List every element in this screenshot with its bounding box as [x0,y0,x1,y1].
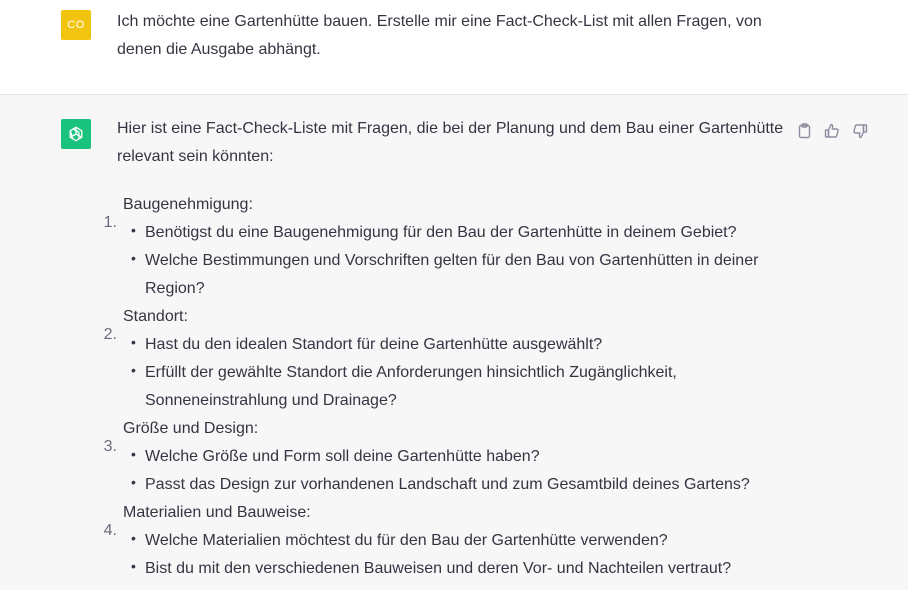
user-message-row [0,0,908,95]
message-actions [796,123,868,139]
topic-number: 4. [103,522,117,539]
user-avatar [61,10,91,40]
assistant-message-row [0,95,908,590]
user-avatar-initials: CO [67,19,85,31]
topic-number: 2. [103,326,117,343]
topic-item [103,303,797,415]
assistant-avatar [61,119,91,149]
user-message-text: Ich möchte eine Gartenhütte bauen. Erstelle mir eine Fact-Check-List mit allen Fragen, von denen die Ausgabe abhängt. [117,13,762,58]
question-item: • Erfüllt der gewählte Standort die Anforderungen hinsichtlich Zugänglichkeit, Sonneneinstrahlung und Drainage? [145,359,797,415]
topic-item [103,415,797,499]
copy-button[interactable] [796,123,812,139]
thumbs-up-icon [824,123,840,139]
topic-number: 1. [103,214,117,231]
question-list [123,527,797,583]
question-item: • Welche Materialien möchtest du für den Bau der Gartenhütte verwenden? [145,527,797,555]
clipboard-icon [797,123,812,139]
topic-title: Materialien und Bauweise: [123,504,311,521]
question-item: • Welche Größe und Form soll deine Gartenhütte haben? [145,443,797,471]
topic-title: Baugenehmigung: [123,196,253,213]
question-list [123,331,797,415]
topic-item [103,499,797,583]
question-list [123,219,797,303]
question-item: • Passt das Design zur vorhandenen Landschaft und zum Gesamtbild deines Gartens? [145,471,797,499]
topic-title: Größe und Design: [123,420,259,437]
topic-number: 3. [103,438,117,455]
openai-logo-icon [66,124,86,144]
thumbs-down-icon [852,123,868,139]
question-item: • Hast du den idealen Standort für deine Gartenhütte ausgewählt? [145,331,797,359]
question-item: • Bist du mit den verschiedenen Bauweisen und deren Vor- und Nachteilen vertraut? [145,555,797,583]
question-item: • Welche Bestimmungen und Vorschriften gelten für den Bau von Gartenhütten in deiner Region? [145,247,797,303]
topic-list [103,191,797,583]
thumbs-down-button[interactable] [852,123,868,139]
question-list [123,443,797,499]
assistant-answer [103,115,797,583]
thumbs-up-button[interactable] [824,123,840,139]
question-item: • Benötigst du eine Baugenehmigung für den Bau der Gartenhütte in deinem Gebiet? [145,219,797,247]
topic-title: Standort: [123,308,188,325]
answer-intro: Hier ist eine Fact-Check-Liste mit Fragen, die bei der Planung und dem Bau einer Gartenhütte relevant sein könnten: [117,120,784,165]
topic-item [103,191,797,303]
